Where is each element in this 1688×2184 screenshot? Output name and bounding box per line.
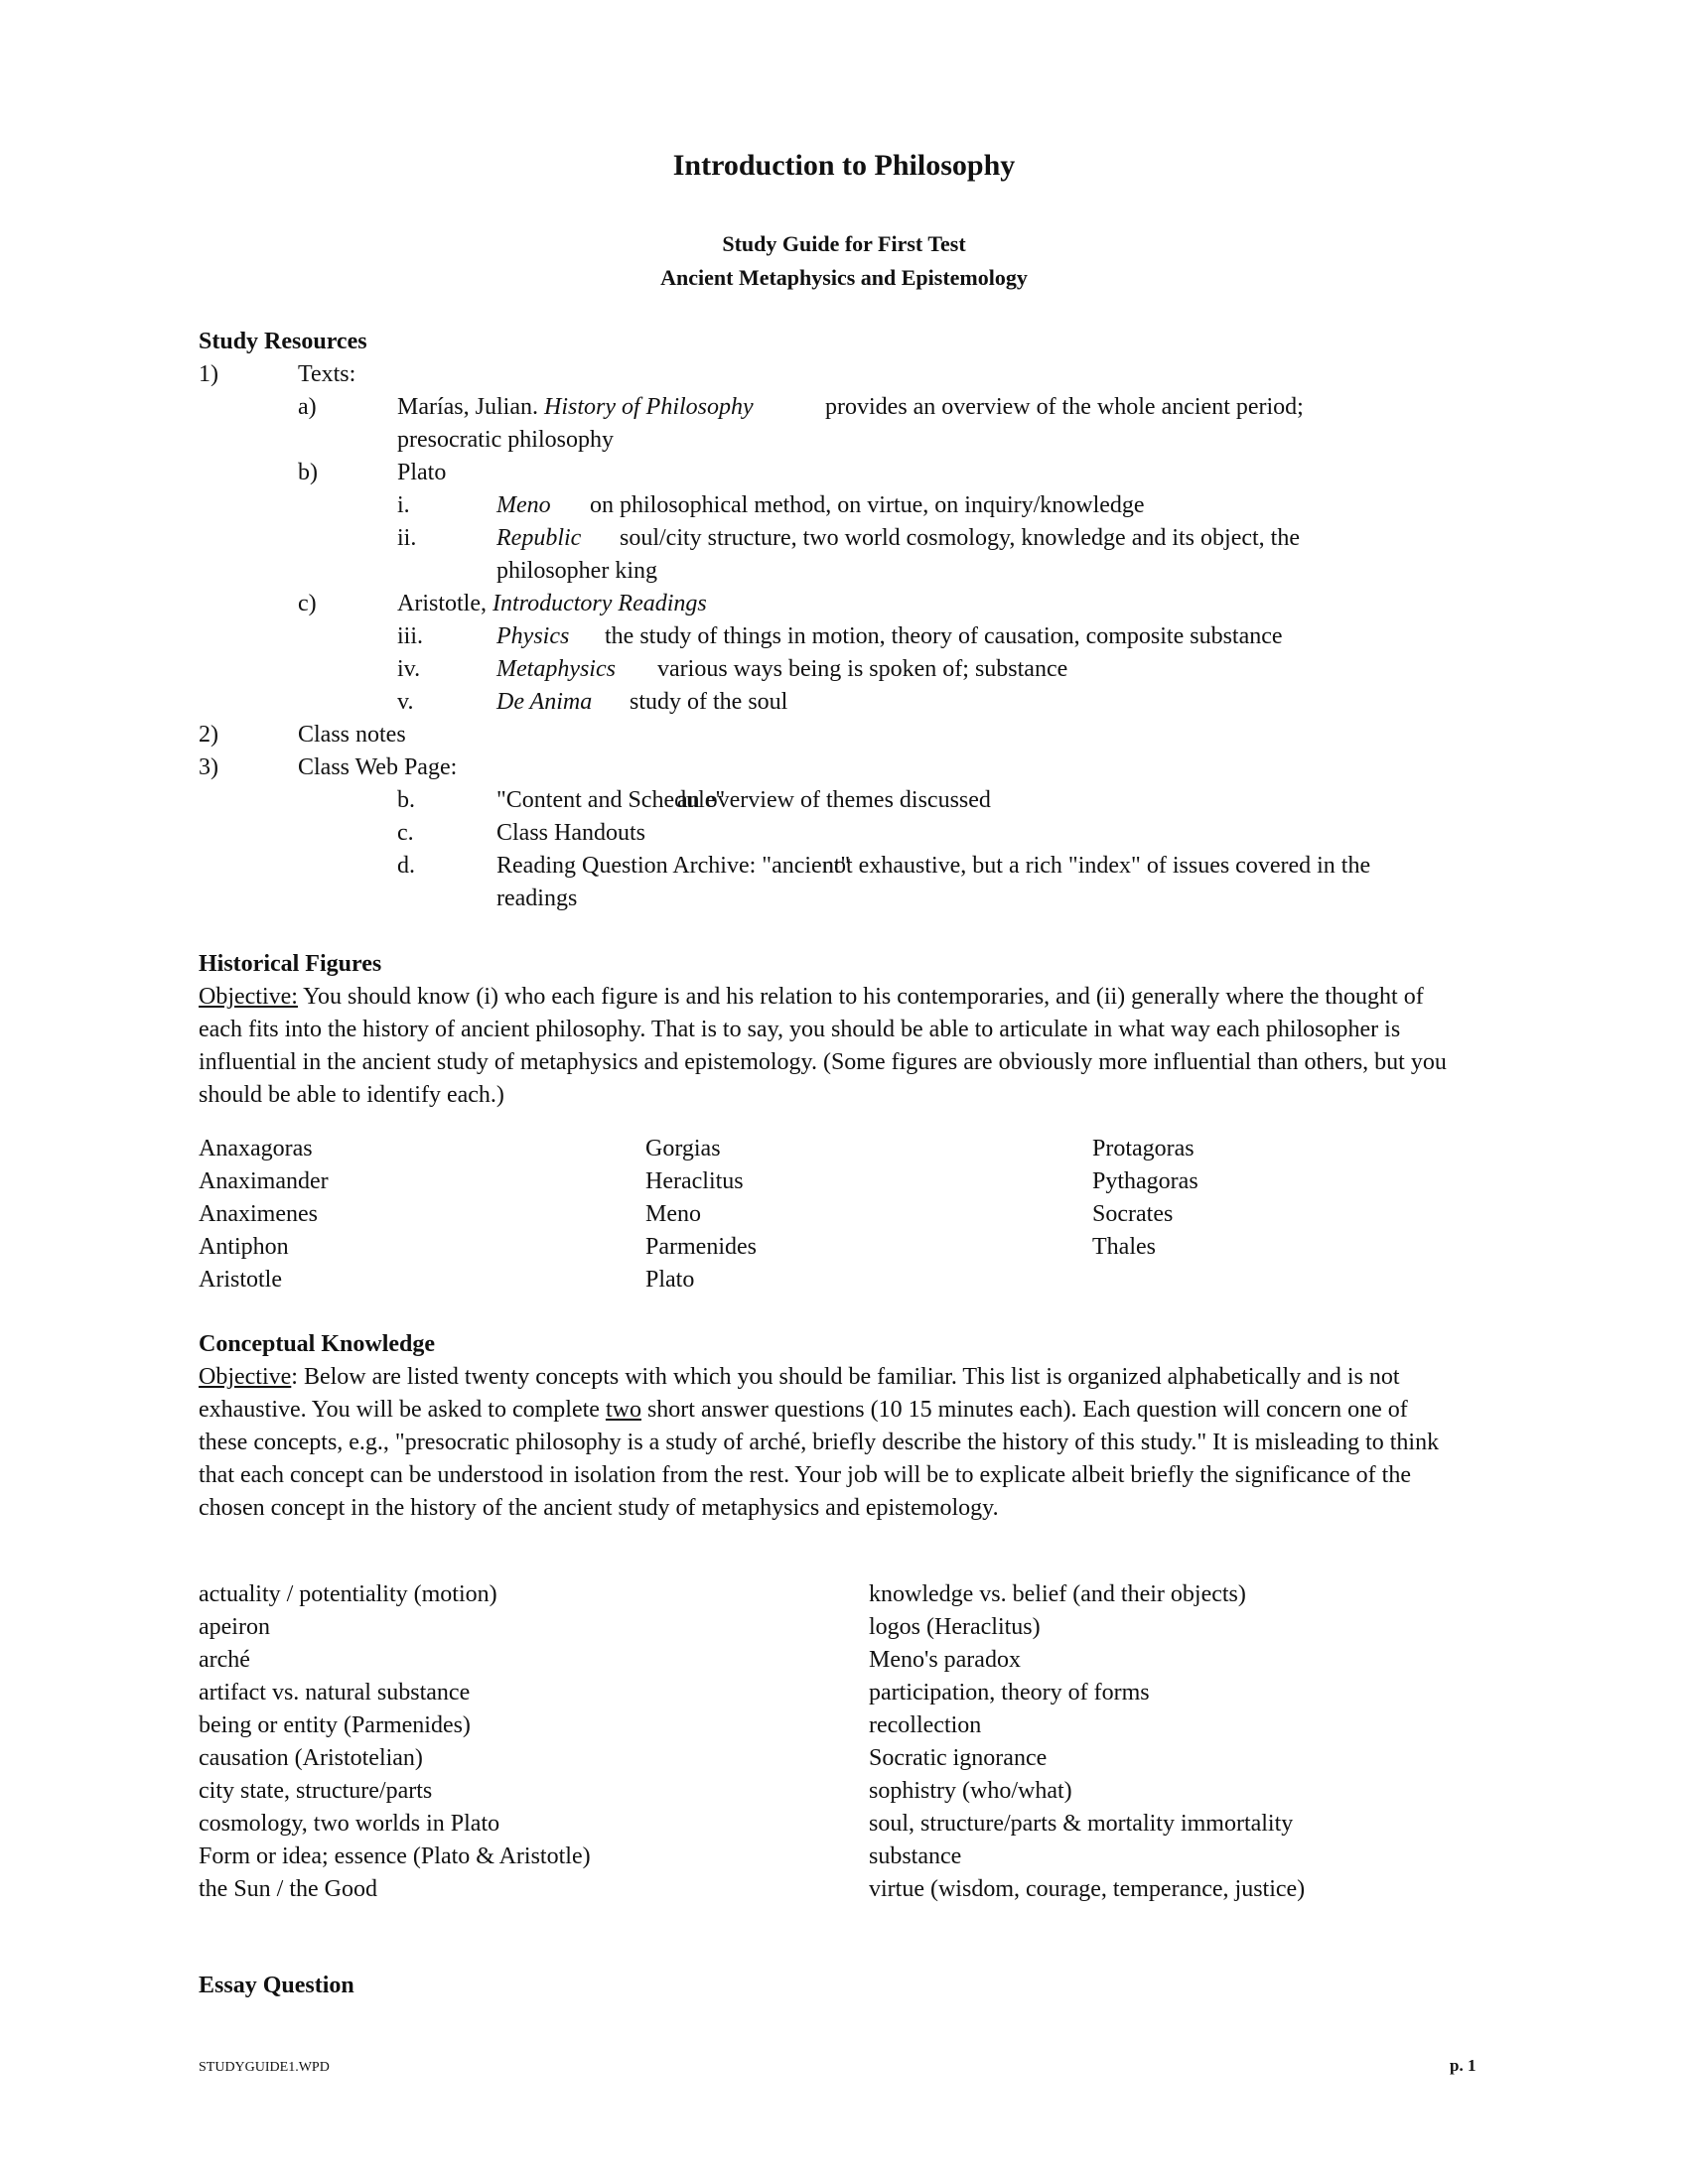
concept-item: artifact vs. natural substance	[199, 1680, 471, 1706]
resource-book-title: Introductory Readings	[492, 591, 707, 616]
figure-name: Meno	[645, 1201, 701, 1227]
figures-column-2	[645, 1133, 757, 1297]
web-resource-description-cont: readings	[496, 886, 578, 911]
figure-name: Antiphon	[199, 1234, 289, 1260]
web-resource-description: not exhaustive, but a rich "index" of issues covered in the	[822, 853, 1371, 879]
web-resource-title: Reading Question Archive: "ancient"	[496, 853, 851, 879]
figure-name: Socrates	[1092, 1201, 1174, 1227]
work-title: Republic	[496, 525, 582, 551]
web-resource-description: an overview of themes discussed	[677, 787, 991, 813]
list-letter: b.	[397, 787, 415, 813]
list-numeral: ii.	[397, 525, 417, 551]
concepts-column-1	[199, 1578, 591, 1906]
resource-description: provides an overview of the whole ancient period;	[825, 394, 1304, 420]
figures-column-1	[199, 1133, 329, 1297]
section-heading-essay-question: Essay Question	[199, 1973, 354, 1998]
subtitle-study-guide: Study Guide for First Test	[722, 231, 966, 256]
list-number: 1)	[199, 361, 218, 387]
figure-name: Pythagoras	[1092, 1168, 1198, 1194]
figure-name: Aristotle	[199, 1267, 282, 1293]
section-heading-historical-figures: Historical Figures	[199, 951, 382, 977]
list-numeral: iii.	[397, 623, 424, 649]
work-description: the study of things in motion, theory of causation, composite substance	[605, 623, 1283, 649]
objective-text: short answer questions (10 15 minutes each). Each question will concern one of these concepts, e.g., "presocratic philosophy is a study of arché, briefly describe the history of this study." It is misleading to think that each concept can be understood in isolation from the rest. Your job will be to explicate albeit briefly the significance of the chosen concept in the history of the ancient study of metaphysics and epistemology.	[199, 1397, 1440, 1521]
concept-item: sophistry (who/what)	[869, 1778, 1072, 1804]
objective-emphasis: two	[605, 1397, 641, 1423]
concept-item: cosmology, two worlds in Plato	[199, 1811, 500, 1837]
work-description: on philosophical method, on virtue, on inquiry/knowledge	[590, 492, 1145, 518]
list-letter: c.	[397, 820, 414, 846]
work-title: De Anima	[496, 689, 593, 715]
web-resource-title: Class Handouts	[496, 820, 645, 846]
concept-item: apeiron	[199, 1614, 270, 1640]
resource-marias	[397, 391, 754, 424]
objective-label: Objective:	[199, 984, 298, 1010]
work-title: Metaphysics	[496, 656, 616, 682]
concept-item: virtue (wisdom, courage, temperance, justice)	[869, 1876, 1306, 1902]
concept-item: city state, structure/parts	[199, 1778, 433, 1804]
concept-item: Socratic ignorance	[869, 1745, 1048, 1771]
list-letter: b)	[298, 460, 318, 485]
list-numeral: iv.	[397, 656, 421, 682]
figure-name: Thales	[1092, 1234, 1156, 1260]
concept-item: knowledge vs. belief (and their objects)	[869, 1581, 1246, 1607]
work-description: soul/city structure, two world cosmology, knowledge and its object, the	[620, 525, 1300, 551]
concept-item: substance	[869, 1843, 962, 1869]
objective-text: You should know (i) who each figure is and his relation to his contemporaries, and (ii) generally where the thought of each fits into the history of ancient philosophy. That is to say, you should be able to articulate in what way each philosopher is influential in the ancient study of metaphysics and epistemology. (Some figures are obviously more influential than others, but you should be able to identify each.)	[199, 984, 1447, 1108]
page-title: Introduction to Philosophy	[672, 149, 1016, 182]
list-label-web-page: Class Web Page:	[298, 754, 458, 780]
concept-item: the Sun / the Good	[199, 1876, 377, 1902]
list-numeral: v.	[397, 689, 414, 715]
figure-name: Anaxagoras	[199, 1136, 313, 1161]
concept-item: participation, theory of forms	[869, 1680, 1150, 1706]
figure-name: Plato	[645, 1267, 695, 1293]
resource-description-cont: presocratic philosophy	[397, 427, 614, 453]
work-description-cont: philosopher king	[496, 558, 657, 584]
concept-item: being or entity (Parmenides)	[199, 1712, 471, 1738]
resource-author: Marías, Julian.	[397, 394, 544, 420]
concept-item: causation (Aristotelian)	[199, 1745, 423, 1771]
concepts-objective-paragraph	[199, 1361, 1450, 1525]
concept-item: logos (Heraclitus)	[869, 1614, 1041, 1640]
figure-name: Heraclitus	[645, 1168, 744, 1194]
resource-aristotle	[397, 588, 707, 620]
figure-name: Anaximenes	[199, 1201, 318, 1227]
work-description: various ways being is spoken of; substance	[657, 656, 1068, 682]
work-title: Meno	[496, 492, 551, 518]
list-label-texts: Texts:	[298, 361, 356, 387]
resource-book-title: History of Philosophy	[543, 394, 754, 420]
subtitle-topic: Ancient Metaphysics and Epistemology	[660, 265, 1028, 290]
work-description: study of the soul	[630, 689, 788, 715]
concept-item: actuality / potentiality (motion)	[199, 1581, 497, 1607]
concept-item: soul, structure/parts & mortality immortality	[869, 1811, 1294, 1837]
list-number: 2)	[199, 722, 218, 748]
resource-plato: Plato	[397, 460, 447, 485]
list-number: 3)	[199, 754, 218, 780]
work-title: Physics	[496, 623, 570, 649]
figures-column-3	[1092, 1133, 1198, 1264]
resource-author: Aristotle,	[397, 591, 492, 616]
objective-label: Objective	[199, 1364, 292, 1390]
figure-name: Anaximander	[199, 1168, 329, 1194]
list-letter: d.	[397, 853, 415, 879]
web-resource-title: "Content and Schedule"	[496, 787, 726, 813]
section-heading-conceptual-knowledge: Conceptual Knowledge	[199, 1331, 436, 1357]
footer-filename: STUDYGUIDE1.WPD	[199, 2060, 330, 2075]
figure-name: Parmenides	[645, 1234, 757, 1260]
list-numeral: i.	[397, 492, 410, 518]
list-letter: c)	[298, 591, 317, 616]
concept-item: Form or idea; essence (Plato & Aristotle)	[199, 1843, 591, 1869]
section-heading-study-resources: Study Resources	[199, 329, 367, 354]
list-letter: a)	[298, 394, 317, 420]
concept-item: Meno's paradox	[869, 1647, 1021, 1673]
objective-text: : Below are listed twenty concepts with which you should be familiar. This list is organized alphabetically and is not exhaustive. You will be asked to complete	[199, 1364, 1400, 1423]
concept-item: recollection	[869, 1712, 982, 1738]
footer-page-number: p. 1	[1450, 2056, 1477, 2075]
concepts-column-2	[869, 1578, 1305, 1906]
figures-objective-paragraph	[199, 981, 1450, 1112]
list-label-class-notes: Class notes	[298, 722, 406, 748]
concept-item: arché	[199, 1647, 250, 1673]
figure-name: Protagoras	[1092, 1136, 1195, 1161]
figure-name: Gorgias	[645, 1136, 721, 1161]
